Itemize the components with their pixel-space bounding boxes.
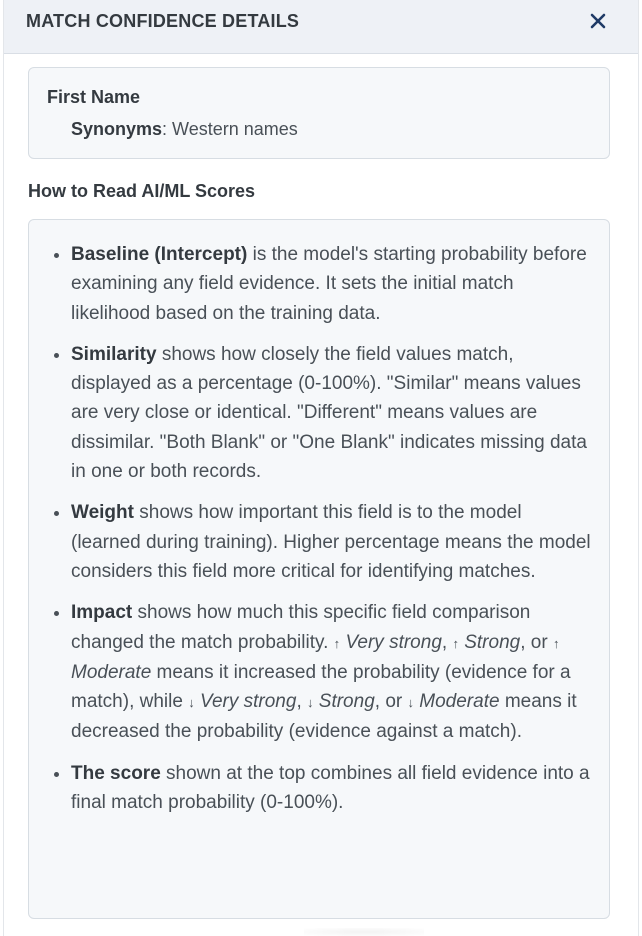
impact-text-2: means it increased the probability (evidence for a match), while: [71, 661, 571, 713]
impact-up-very-strong: [334, 632, 442, 653]
list-item-similarity: [71, 340, 593, 486]
impact-up-moderate-label: Moderate: [71, 661, 152, 683]
field-synonyms: [71, 119, 298, 140]
impact-sep-1: ,: [441, 631, 453, 653]
scores-help-card: [28, 219, 610, 919]
impact-sep-3: ,: [296, 691, 307, 713]
panel-header: [4, 0, 638, 54]
impact-up-strong: [452, 632, 520, 653]
up-arrow-icon: ↑: [333, 635, 341, 651]
field-info-card: [28, 67, 610, 159]
scroll-shadow: [304, 928, 424, 936]
down-arrow-icon: ↓: [188, 695, 195, 711]
score-text: shown at the top combines all field evidence into a final match probability (0-100%).: [71, 762, 590, 814]
down-arrow-icon: ↓: [307, 695, 314, 711]
list-item-baseline: [71, 240, 593, 328]
similarity-text: shows how closely the field values match, displayed as a percentage (0-100%). "Similar" means values are very close or identical. "Different" means values are dissimilar. "Both Blank" or "One Blank" indicates missing data in one or both records.: [71, 343, 587, 483]
impact-down-very-strong: [188, 691, 296, 712]
field-name: First Name: [47, 87, 141, 107]
impact-down-strong-label: Strong: [318, 691, 375, 713]
down-arrow-icon: ↓: [407, 695, 414, 711]
impact-term: Impact: [71, 602, 133, 624]
list-item-impact: [71, 598, 593, 746]
close-button[interactable]: [586, 8, 610, 34]
list-item-weight: [71, 498, 593, 586]
baseline-term: Baseline (Intercept): [71, 244, 248, 265]
scores-help-list: [29, 220, 609, 817]
similarity-term: Similarity: [71, 343, 157, 365]
impact-down-very-strong-label: Very strong: [199, 691, 297, 713]
match-confidence-panel: [3, 0, 639, 936]
up-arrow-icon: ↑: [552, 635, 560, 651]
weight-term: Weight: [71, 502, 134, 524]
weight-text: shows how important this field is to the model (learned during training). Higher percentage means the model considers this field more critical for identifying matches.: [71, 502, 591, 582]
impact-down-moderate-label: Moderate: [419, 691, 500, 713]
close-icon: [586, 8, 610, 34]
panel-title: MATCH CONFIDENCE DETAILS: [26, 11, 300, 31]
baseline-text: is the model's starting probability before examining any field evidence. It sets the initial match likelihood based on the training data.: [71, 244, 587, 324]
impact-text-1: shows how much this specific field comparison changed the match probability.: [71, 602, 531, 653]
impact-sep-2: , or: [520, 631, 553, 653]
impact-up-strong-label: Strong: [464, 631, 521, 653]
synonyms-value: Western names: [172, 119, 298, 139]
impact-down-strong: [307, 691, 375, 712]
score-term: The score: [71, 762, 161, 784]
scores-help-title: How to Read AI/ML Scores: [28, 181, 256, 201]
synonyms-label: Synonyms: [71, 119, 163, 139]
impact-down-moderate: [408, 691, 500, 712]
list-item-score: [71, 759, 593, 818]
impact-text-3: means it decreased the probability (evidence against a match).: [71, 691, 577, 743]
impact-up-very-strong-label: Very strong: [345, 631, 442, 653]
impact-sep-4: , or: [374, 691, 408, 713]
synonyms-separator: :: [162, 119, 173, 139]
up-arrow-icon: ↑: [452, 635, 459, 651]
